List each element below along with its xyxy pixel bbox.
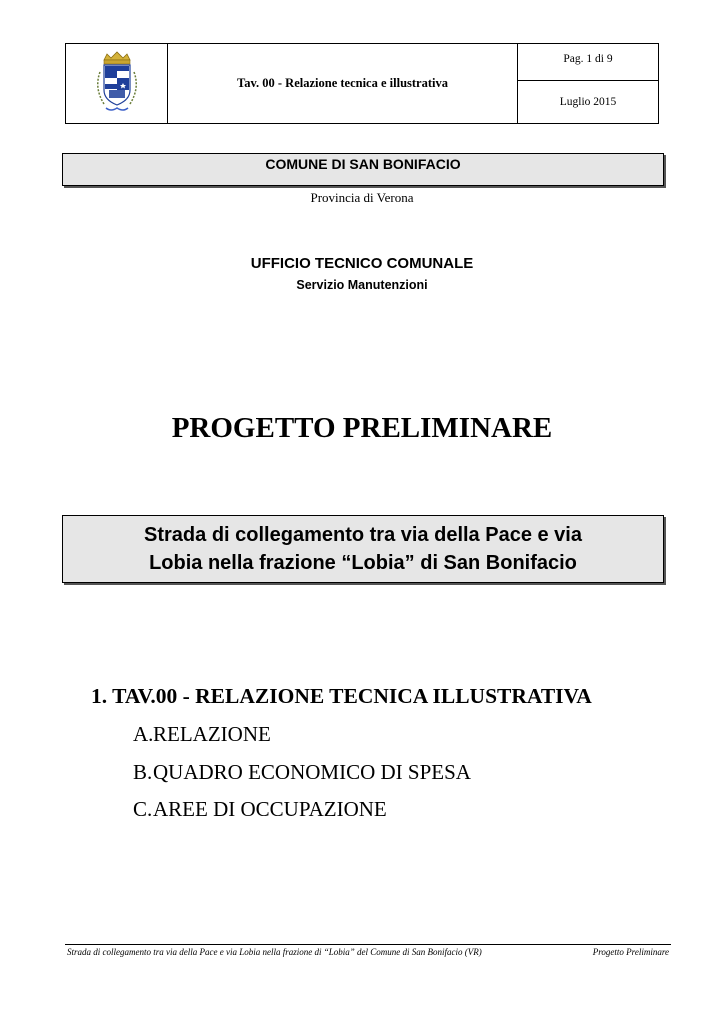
coat-of-arms-icon bbox=[90, 50, 144, 118]
list-item-label: QUADRO ECONOMICO DI SPESA bbox=[153, 760, 471, 784]
footer-project-description: Strada di collegamento tra via della Pace e via Lobia nella frazione di “Lobia” del Comune di San Bonifacio (VR) bbox=[67, 947, 482, 957]
servizio-subheading: Servizio Manutenzioni bbox=[296, 278, 428, 292]
footer-divider bbox=[65, 944, 671, 945]
logo-cell bbox=[66, 44, 168, 123]
footer-project-type: Progetto Preliminare bbox=[592, 947, 669, 957]
comune-banner: COMUNE DI SAN BONIFACIO bbox=[62, 153, 664, 186]
list-item-letter: A. bbox=[133, 722, 154, 746]
document-date: Luglio 2015 bbox=[559, 96, 617, 108]
project-title: PROGETTO PRELIMINARE bbox=[171, 412, 553, 444]
list-item-label: RELAZIONE bbox=[153, 722, 271, 746]
document-title: Tav. 00 - Relazione tecnica e illustrativa bbox=[168, 44, 518, 123]
list-item-letter: B. bbox=[133, 760, 153, 784]
provincia-label: Provincia di Verona bbox=[310, 190, 414, 205]
page-number: Pag. 1 di 9 bbox=[518, 44, 658, 81]
section-title: 1. TAV.00 - RELAZIONE TECNICA ILLUSTRATIVA bbox=[91, 684, 592, 708]
ufficio-heading: UFFICIO TECNICO COMUNALE bbox=[250, 255, 474, 272]
header-table bbox=[65, 43, 659, 124]
project-subject-line-1: Strada di collegamento tra via della Pace e via bbox=[144, 524, 582, 546]
project-subject-line-2: Lobia nella frazione “Lobia” di San Bonifacio bbox=[149, 552, 577, 574]
list-item bbox=[133, 722, 271, 747]
project-subject-box bbox=[62, 515, 664, 583]
list-item bbox=[133, 760, 471, 785]
list-item-label: AREE DI OCCUPAZIONE bbox=[153, 797, 387, 821]
list-item-letter: C. bbox=[133, 797, 153, 821]
list-item bbox=[133, 797, 387, 822]
